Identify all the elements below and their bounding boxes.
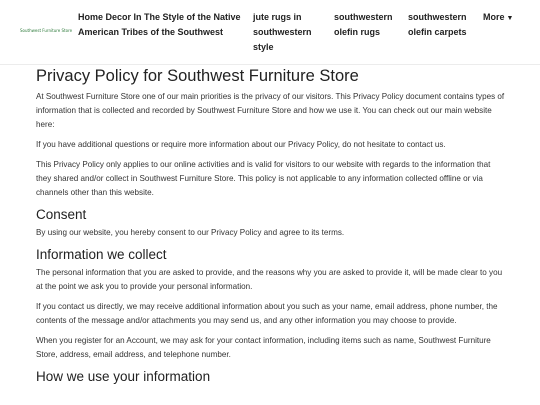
- consent-paragraph: By using our website, you hereby consent to our Privacy Policy and agree to its terms.: [36, 228, 345, 237]
- site-header: [0, 0, 540, 65]
- main-content: [36, 64, 506, 388]
- nav-more-label: More: [483, 12, 505, 22]
- nav-link-home-decor[interactable]: Home Decor In The Style of the Native American Tribes of the Southwest: [78, 12, 241, 37]
- intro-paragraph: At Southwest Furniture Store one of our main priorities is the privacy of our visitors. This Privacy Policy document contains types of information that is collected and recorded by Southwest Furniture Store and how we use it. You can check out our main website here:: [36, 92, 505, 129]
- info-paragraph-3: When you register for an Account, we may ask for your contact information, including items such as name, Southwest Furniture Store, address, email address, and telephone number.: [36, 336, 491, 359]
- nav-link-olefin-rugs[interactable]: southwestern olefin rugs: [334, 12, 393, 37]
- nav-link-olefin-carpets[interactable]: southwestern olefin carpets: [408, 12, 467, 37]
- info-paragraph-2: If you contact us directly, we may receive additional information about you such as your name, email address, phone number, the contents of the message and/or attachments you may send us, and any other information you may choose to provide.: [36, 302, 498, 325]
- consent-heading: Consent: [36, 207, 87, 222]
- use-heading: How we use your information: [36, 369, 211, 384]
- info-paragraph-1: The personal information that you are asked to provide, and the reasons why you are asked to provide it, will be made clear to you at the point we ask you to provide your personal information.: [36, 268, 503, 291]
- site-logo[interactable]: Southwest Furniture Store: [20, 28, 73, 33]
- contact-paragraph: If you have additional questions or require more information about our Privacy Policy, do not hesitate to contact us.: [36, 140, 446, 149]
- nav-more-menu[interactable]: [483, 10, 533, 26]
- scope-paragraph: This Privacy Policy only applies to our online activities and is valid for visitors to our website with regards to the information that they shared and/or collect in Southwest Furniture Store. This policy is not applicable to any information collected offline or via channels other than this website.: [36, 160, 491, 197]
- info-heading: Information we collect: [36, 247, 167, 262]
- nav-link-jute-rugs[interactable]: jute rugs in southwestern style: [253, 12, 312, 52]
- caret-down-icon: ▼: [506, 15, 514, 22]
- page-title: Privacy Policy for Southwest Furniture Store: [36, 67, 359, 85]
